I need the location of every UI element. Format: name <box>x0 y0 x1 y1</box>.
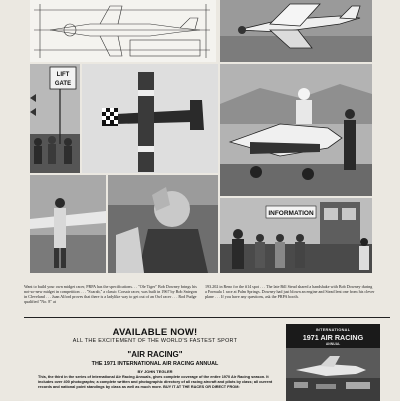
cover-small-text: INTERNATIONAL <box>315 328 351 332</box>
blueprint-drawing-photo <box>30 0 216 62</box>
racer-with-pilot-photo <box>220 64 372 196</box>
lift-sign-text: LIFT <box>56 72 70 78</box>
information-booth-photo <box>220 198 372 273</box>
gate-sign-text: GATE <box>54 81 72 87</box>
man-closeup-photo <box>108 175 218 273</box>
cover-annual-text: ANNUAL <box>325 342 341 346</box>
plane-in-flight-photo <box>220 0 372 62</box>
information-sign-text: INFORMATION <box>268 210 314 217</box>
pilot-beside-plane-photo <box>30 175 106 273</box>
book-advertisement <box>24 317 390 401</box>
photo-caption-right: 193.202 in Reno for the #14 spot . . . The late Bill Stead shared a handshake with Bob Downey during a Formula 1 race at Palm Springs. Downey had just blown an engine and Stead lent one from his clever plane . . . If you have any questions, ask the PRPA booth. <box>205 284 375 300</box>
ad-headline: AVAILABLE NOW! <box>112 327 198 338</box>
photo-caption-left: Want to build your own midget racer, PRPA has the specifications. . . "Ole Tiger" Bob Downey brings his not-so-new midget in competition . . . "Scarab," a classic Corsair racer, was built in 1967 by Bob Sniegon in Cleveland . . . Juan Alford proves that there is a ladylike way to get out of an Owl racer . . . Rod Pudge qualified "No. 8" at <box>24 284 197 305</box>
ad-body-text: This, the third in the series of International Air Racing Annuals, gives complete coverage of the entire 1970 Air Racing season. It includes over 400 photographs; a complete written and photographic directory of all racing aircraft and pilots by class; all current records and national point standings by class as well as much more. BUY IT AT THE RACES OR DIRECT FROM: <box>38 375 273 389</box>
midget-racer-photo <box>82 64 218 173</box>
book-cover-image <box>286 324 380 401</box>
ad-book-subtitle: THE 1971 INTERNATIONAL AIR RACING ANNUAL <box>91 361 219 367</box>
ad-byline: BY JOHN TEGLER <box>137 369 173 374</box>
ad-subhead: ALL THE EXCITEMENT OF THE WORLD'S FASTEST SPORT <box>72 338 238 344</box>
lift-gate-crowd-photo <box>30 64 80 173</box>
cover-photo <box>286 348 380 401</box>
ad-book-title: "AIR RACING" <box>127 350 183 359</box>
cover-title-text: 1971 AIR RACING <box>302 333 364 342</box>
